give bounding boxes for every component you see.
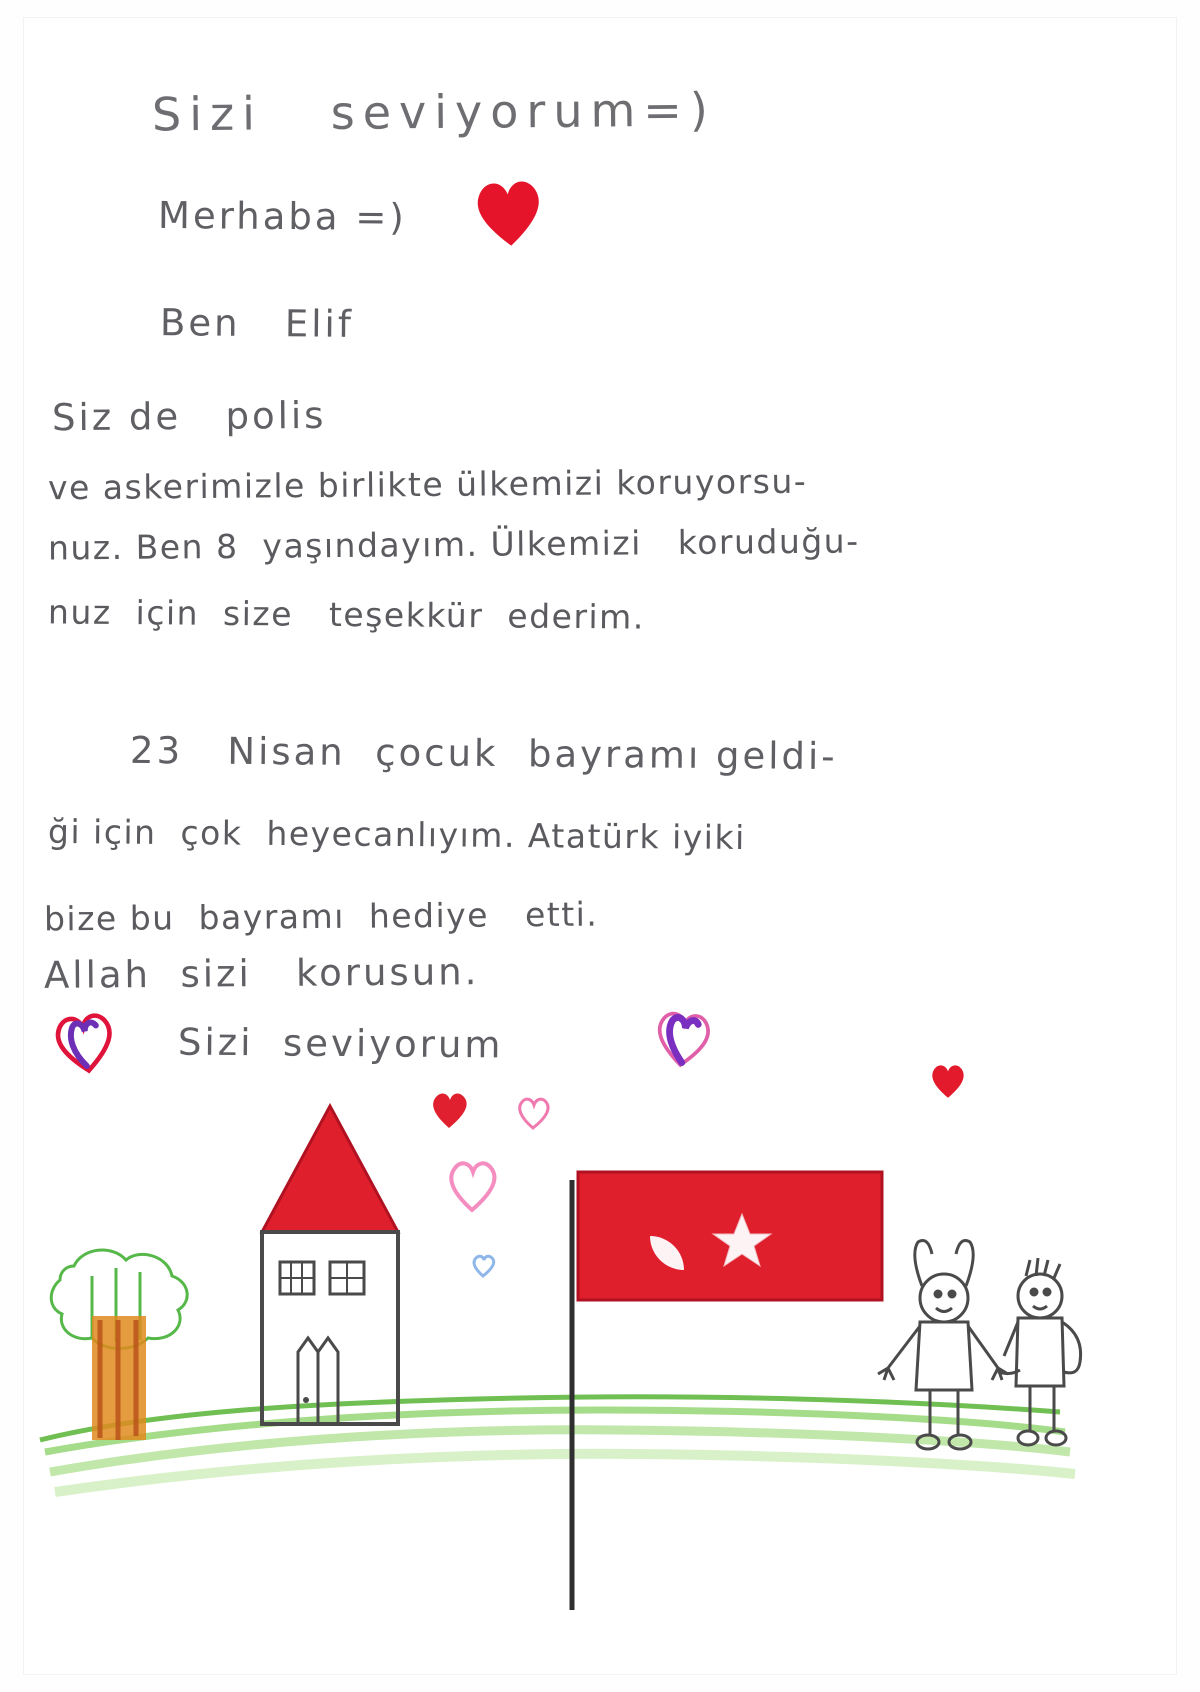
letter-line-5: nuz. Ben 8 yaşındayım. Ülkemizi koruduğu- <box>47 521 860 568</box>
letter-line-signoff: Sizi seviyorum <box>177 1020 504 1067</box>
heart-left-purple-red-icon <box>47 1004 122 1083</box>
childs-crayon-drawing <box>0 1080 1200 1692</box>
tree <box>51 1250 187 1440</box>
heart-right-purple-icon <box>649 1003 718 1075</box>
letter-line-10: Allah sizi korusun. <box>43 950 480 997</box>
letter-line-3: Siz de polis <box>51 393 327 440</box>
turkish-flag <box>572 1172 882 1610</box>
grass-ground <box>40 1397 1075 1492</box>
house <box>262 1106 398 1424</box>
letter-title: Sizi seviyorum=) <box>151 82 717 142</box>
letter-line-name: Ben Elif <box>159 301 355 346</box>
heart-top-red-icon <box>467 169 551 256</box>
floating-hearts <box>433 1093 548 1276</box>
letter-line-greeting: Merhaba =) <box>157 193 407 240</box>
letter-line-8: ği için çok heyecanlıyım. Atatürk iyiki <box>47 811 746 858</box>
letter-line-9: bize bu bayramı hediye etti. <box>43 894 599 939</box>
letter-line-7: 23 Nisan çocuk bayramı geldi- <box>129 728 838 779</box>
letter-line-4: ve askerimizle birlikte ülkemizi koruyorsu- <box>47 461 808 508</box>
letter-line-6: nuz için size teşekkür ederim. <box>47 592 645 637</box>
